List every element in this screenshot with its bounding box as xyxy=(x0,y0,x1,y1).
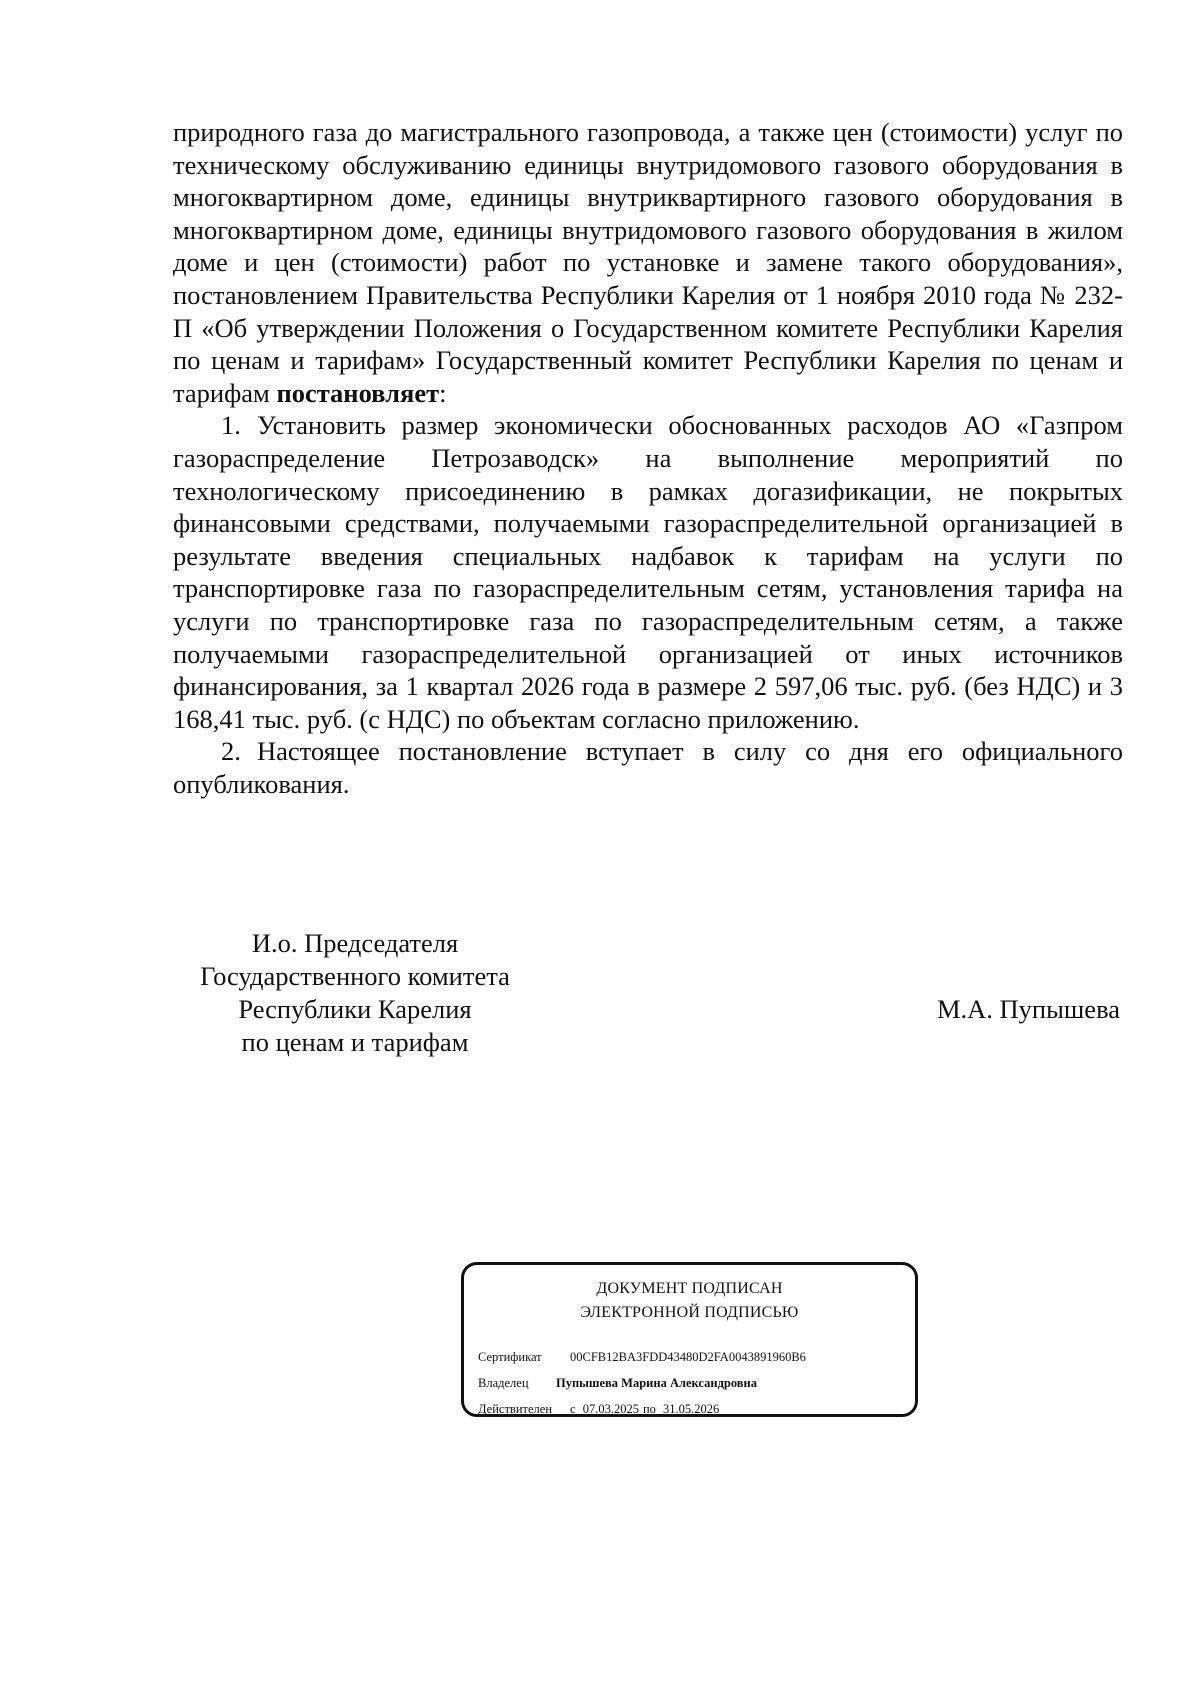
owner-value: Пупышева Марина Александровна xyxy=(556,1376,757,1390)
item-2-number: 2. xyxy=(221,736,241,767)
item-1-text: Установить размер экономически обоснованных расходов АО «Газпром газораспределение Петрозаводск» на выполнение мероприятий по технологическому присоединению в рамках догазификации, не покрытых финансовыми средствами, получаемыми газораспределительной организацией в результате введения специальных надбавок к тарифам на услуги по транспортировке газа по газораспределительным сетям, установления тарифа на услуги по транспортировке газа по газораспределительным сетям, а также получаемыми газораспределительной организацией от иных источников финансирования, за 1 квартал 2026 года в размере 2 597,06 тыс. руб. (без НДС) и 3 168,41 тыс. руб. (с НДС) по объектам согласно приложению. xyxy=(173,410,1123,734)
stamp-title xyxy=(464,1277,915,1325)
certificate-value: 00CFB12BA3FDD43480D2FA0043891960B6 xyxy=(570,1350,806,1364)
signatory-name: М.А. Пупышева xyxy=(936,994,1120,1024)
position-line-4: по ценам и тарифам xyxy=(241,1027,469,1057)
position-line-3: Республики Карелия xyxy=(238,994,472,1024)
position-line-1: И.о. Председателя xyxy=(251,928,459,958)
item-2-text: Настоящее постановление вступает в силу со дня его официального опубликования. xyxy=(173,736,1123,799)
stamp-validity-row xyxy=(478,1401,719,1417)
electronic-signature-stamp xyxy=(461,1262,918,1417)
stamp-title-line-2: ЭЛЕКТРОННОЙ ПОДПИСЬЮ xyxy=(580,1304,799,1321)
stamp-certificate-row xyxy=(478,1349,806,1365)
signatory-position xyxy=(170,927,540,1059)
resolution-item-1 xyxy=(173,409,1123,735)
document-body xyxy=(173,116,1123,800)
certificate-label: Сертификат xyxy=(478,1350,542,1364)
valid-label: Действителен xyxy=(478,1402,553,1416)
owner-label: Владелец xyxy=(478,1376,529,1390)
valid-to-date: 31.05.2026 xyxy=(663,1402,720,1416)
resolution-item-2 xyxy=(173,735,1123,800)
item-1-number: 1. xyxy=(221,410,241,441)
intro-paragraph xyxy=(173,116,1123,409)
stamp-title-line-1: ДОКУМЕНТ ПОДПИСАН xyxy=(596,1280,783,1297)
resolution-keyword: постановляет xyxy=(276,377,440,408)
valid-from-date: 07.03.2025 xyxy=(582,1402,639,1416)
valid-from-word: с xyxy=(570,1402,576,1416)
intro-paragraph-text: природного газа до магистрального газопровода, а также цен (стоимости) услуг по техническому обслуживанию единицы внутридомового газового оборудования в многоквартирном доме, единицы внутриквартирного газового оборудования в многоквартирном доме, единицы внутридомового газового оборудования в жилом доме и цен (стоимости) работ по установке и замене такого оборудования», постановлением Правительства Республики Карелия от 1 ноября 2010 года № 232-П «Об утверждении Положения о Государственном комитете Республики Карелия по ценам и тарифам» Государственный комитет Республики Карелия по ценам и тарифам xyxy=(173,117,1123,408)
valid-to-word: по xyxy=(642,1402,656,1416)
stamp-owner-row xyxy=(478,1375,757,1391)
position-line-2: Государственного комитета xyxy=(200,961,510,991)
intro-paragraph-tail: : xyxy=(439,377,447,408)
